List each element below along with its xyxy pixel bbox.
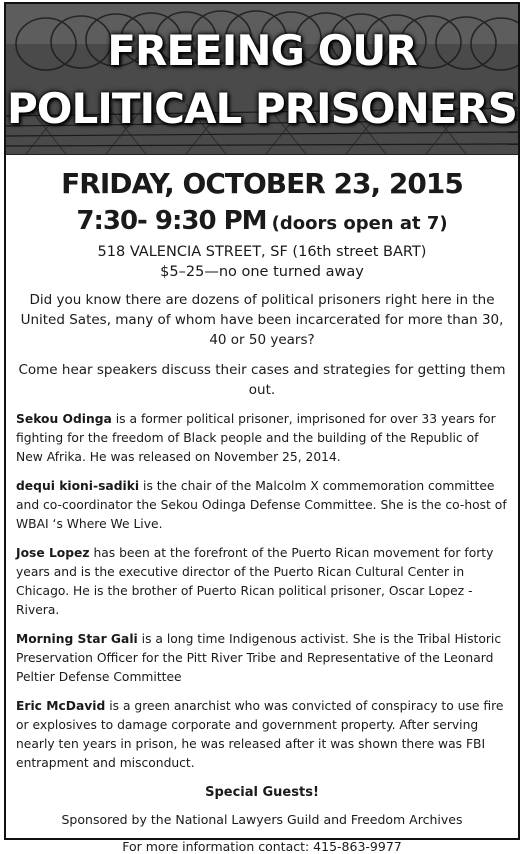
speaker-name: Jose Lopez	[16, 546, 90, 560]
speaker-bio	[16, 630, 508, 687]
speaker-name: Sekou Odinga	[16, 412, 112, 426]
doors-open-note: (doors open at 7)	[271, 213, 448, 234]
event-address: 518 VALENCIA STREET, SF (16th street BART)	[97, 244, 427, 260]
banner-title-line1: FREEING OUR	[107, 26, 417, 75]
intro-invite: Come hear speakers discuss their cases and strategies for getting them out.	[18, 362, 506, 398]
speaker-description: is a green anarchist who was convicted of conspiracy to use fire or explosives to damage corporate and government property. After serving nearly ten years in prison, he was released after it was shown there was FBI entrapment and misconduct.	[16, 699, 504, 770]
speaker-name: dequi kioni-sadiki	[16, 479, 140, 493]
speaker-name: Eric McDavid	[16, 699, 106, 713]
speaker-bio	[16, 410, 508, 467]
event-price: $5–25—no one turned away	[160, 264, 364, 280]
special-guests-label: Special Guests!	[205, 785, 319, 800]
speaker-bio	[16, 477, 508, 534]
intro-question: Did you know there are dozens of political prisoners right here in the United Sates, many of whom have been incarcerated for more than 30, 40 or 50 years?	[20, 292, 504, 348]
event-date: FRIDAY, OCTOBER 23, 2015	[61, 167, 463, 200]
speaker-description: is a former political prisoner, imprisoned for over 33 years for fighting for the freedom of Black people and the building of the Republic of New Afrika. He was released on November 25, 2014.	[16, 412, 496, 464]
speaker-name: Morning Star Gali	[16, 632, 138, 646]
speaker-bio	[16, 544, 508, 620]
header-banner	[6, 4, 518, 155]
sponsor-line: Sponsored by the National Lawyers Guild and Freedom Archives	[61, 812, 463, 827]
speaker-bio	[16, 697, 508, 773]
speaker-description: has been at the forefront of the Puerto Rican movement for forty years and is the executive director of the Puerto Rican Cultural Center in Chicago. He is the brother of Puerto Rican political prisoner, Oscar Lopez -Rivera.	[16, 546, 494, 617]
flyer	[4, 2, 520, 854]
event-time-line	[6, 206, 518, 236]
speaker-description: is a long time Indigenous activist. She is the Tribal Historic Preservation Officer for the Pitt River Tribe and Representative of the Leonard Peltier Defense Committee	[16, 632, 502, 684]
speaker-description: is the chair of the Malcolm X commemoration committee and co-coordinator the Sekou Odinga Defense Committee. She is the co-host of WBAI ‘s Where We Live.	[16, 479, 507, 531]
banner-title-line2: POLITICAL PRISONERS	[7, 84, 517, 133]
contact-line: For more information contact: 415-863-9977	[122, 839, 402, 854]
event-time: 7:30- 9:30 PM	[76, 206, 267, 236]
